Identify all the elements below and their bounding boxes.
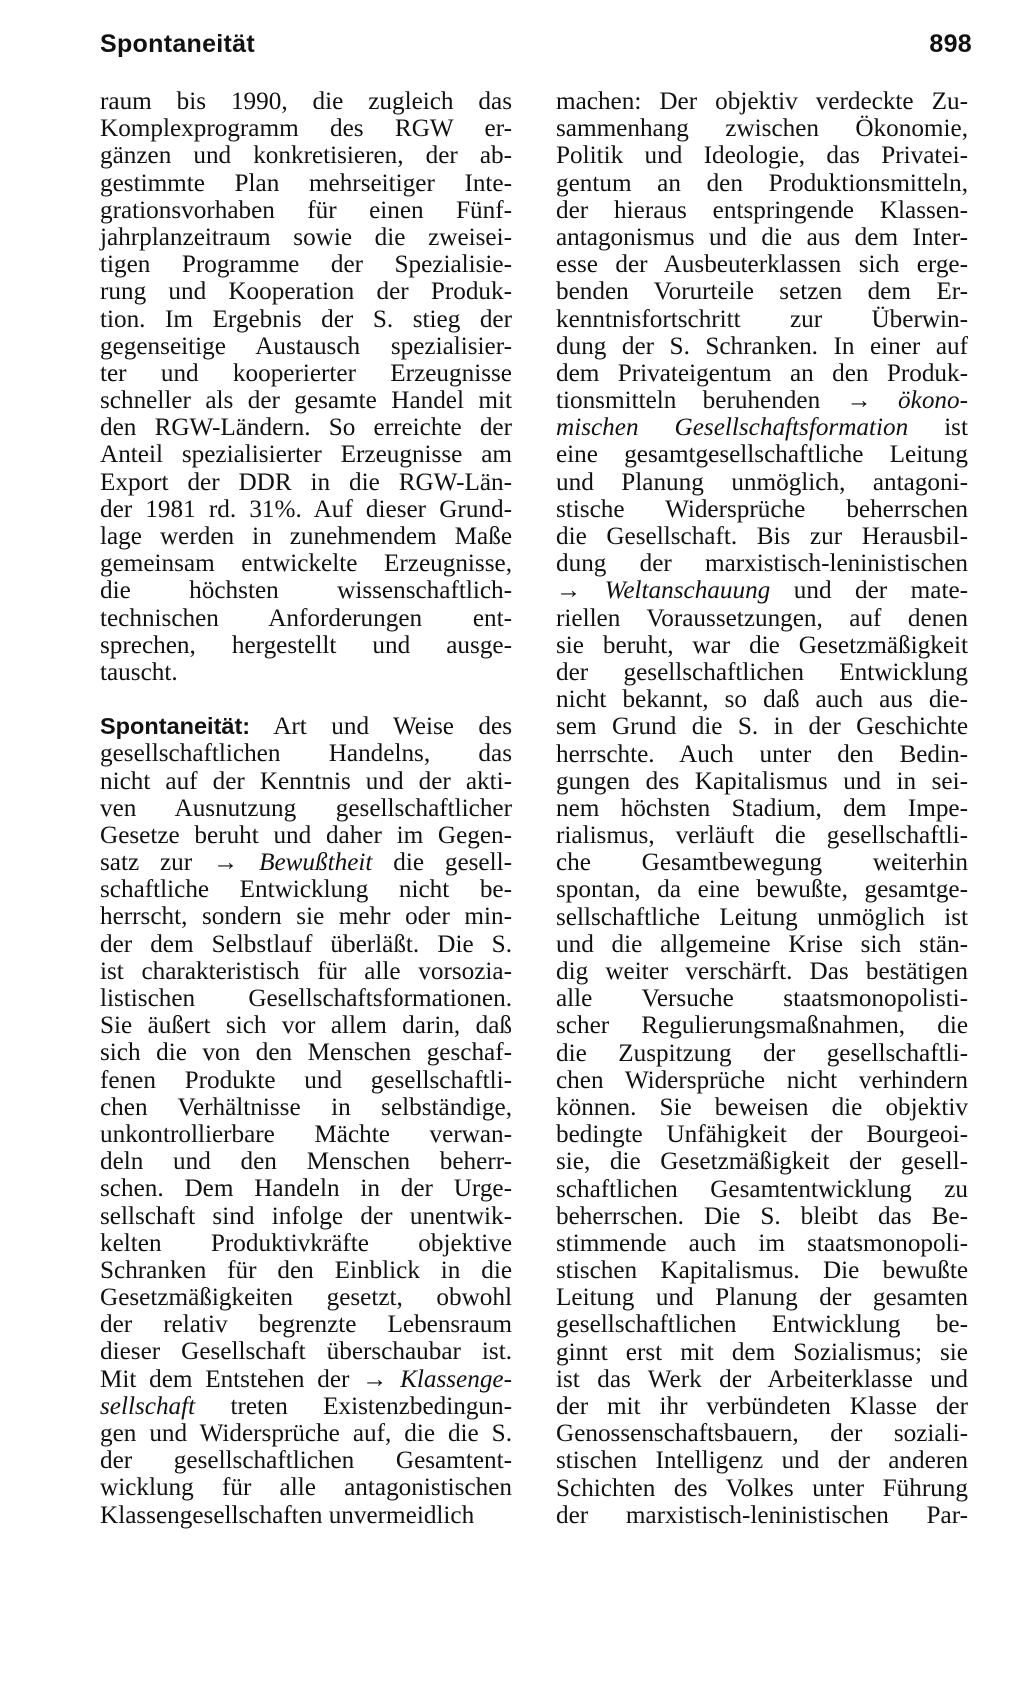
arrow-icon: → [362,1365,388,1393]
entry-separator [100,686,512,713]
text-line: tigen Programme der Spezialisie- [100,251,512,279]
text-line: che Gesamtbewegung weiterhin [556,849,968,877]
text-line: wicklung für alle antagonistischen [100,1474,512,1502]
text-line: dig weiter verschärft. Das bestätigen [556,958,968,985]
text-line: unkontrollierbare Mächte verwan- [100,1120,512,1148]
text-line: der gesellschaftlichen Gesamtent- [100,1447,512,1475]
text-line: Klassengesellschaften unvermeidlich [100,1501,475,1529]
text-line: stischen Intelligenz und der anderen [556,1447,968,1475]
text-line: tionsmitteln beruhenden → ökono- [556,387,968,415]
text-line: Gesetze beruht und daher im Gegen- [100,821,512,849]
text-line: nicht auf der Kenntnis und der akti- [100,767,512,795]
text-line: gungen des Kapitalismus und in sei- [556,767,968,795]
text-line: nem höchsten Stadium, dem Impe- [556,794,968,822]
cross-reference-weltanschauung[interactable]: Weltanschauung [604,577,771,605]
entry-headword: Spontaneität: [100,713,251,740]
text-line: ist das Werk der Arbeiterklasse und [556,1365,968,1393]
text-line: sem Grund die S. in der Geschichte [556,713,968,741]
cross-reference-bewusstheit[interactable]: Bewußtheit [259,849,373,877]
text-line: Anteil spezialisierter Erzeugnisse am [100,441,512,469]
text-line: Gesetzmäßigkeiten gesetzt, obwohl [100,1284,512,1312]
text-line: → Weltanschauung und der mate- [556,577,969,605]
text-line: deln und den Menschen beherr- [100,1148,512,1176]
text-line: rung und Kooperation der Produk- [100,278,512,306]
text-line: chen Widersprüche nicht verhindern [556,1066,968,1094]
text-line: technischen Anforderungen ent- [100,604,512,632]
right-column [556,88,968,1529]
cross-reference-klassengesellschaft[interactable]: Klassenge- [400,1365,512,1393]
text-line: herrscht, sondern sie mehr oder min- [100,903,512,931]
text-line: nicht bekannt, so daß auch aus die- [556,686,968,714]
text-line: der marxistisch-leninistischen Par- [556,1501,968,1529]
text-line: bedingte Unfähigkeit der Bourgeoi- [556,1121,968,1149]
text-line: Mit dem Entstehen der → Klassenge- [100,1365,512,1393]
text-line: gestimmte Plan mehrseitiger Inte- [100,169,512,197]
text-line: der mit ihr verbündeten Klasse der [556,1393,968,1420]
page-number: 898 [929,30,972,58]
text-line: der hieraus entspringende Klassen- [556,196,968,224]
text-line: schaftlichen Gesamtentwicklung zu [556,1175,968,1203]
entry-first-line: Spontaneität: Art und Weise des [100,713,512,741]
text-line: der 1981 rd. 31%. Auf dieser Grund- [100,495,512,523]
text-line: ginnt erst mit dem Sozialismus; sie [556,1338,968,1366]
cross-reference-klassengesellschaft-cont[interactable]: sellschaft [100,1392,196,1420]
arrow-icon: → [213,849,239,877]
text-line: tion. Im Ergebnis der S. stieg der [100,305,512,333]
text-line: mischen Gesellschaftsformation ist [556,414,968,442]
left-column [100,88,512,1529]
text-line: kenntnisfortschritt zur Überwin- [556,305,968,333]
text-line: Leitung und Planung der gesamten [556,1284,968,1312]
text-line: herrschte. Auch unter den Bedin- [556,740,968,768]
text-line: gen und Widersprüche auf, die die S. [100,1420,512,1447]
text-line: stische Widersprüche beherrschen [556,495,968,523]
text-line: gemeinsam entwickelte Erzeugnisse, [100,550,512,578]
text-line: Export der DDR in die RGW-Län- [100,468,512,496]
text-line: raum bis 1990, die zugleich das [100,88,512,115]
text-line: ist charakteristisch für alle vorsozia- [100,957,512,985]
text-line: antagonismus und die aus dem Inter- [556,223,968,251]
text-line: grationsvorhaben für einen Fünf- [100,196,512,224]
running-head [100,30,972,64]
text-line: schen. Dem Handeln in der Urge- [100,1175,512,1203]
arrow-icon: → [846,387,872,415]
text-line: Sie äußert sich vor allem darin, daß [100,1012,512,1040]
text-line: riellen Voraussetzungen, auf denen [556,604,968,632]
text-line: Schichten des Volkes unter Führung [556,1474,968,1502]
text-line: scher Regulierungsmaßnahmen, die [556,1012,968,1040]
text-line: sellschaftliche Leitung unmöglich ist [556,903,968,931]
text-line: ter und kooperierter Erzeugnisse [100,359,512,387]
text-line: sich die von den Menschen geschaf- [100,1039,512,1067]
text-line: den RGW-Ländern. So erreichte der [100,414,512,442]
text-line: der relativ begrenzte Lebensraum [100,1311,512,1339]
text-line: stischen Kapitalismus. Die bewußte [556,1257,968,1285]
text-line: benden Vorurteile setzen dem Er- [556,278,968,306]
text-line: dem Privateigentum an den Produk- [556,359,968,387]
text-line: sellschaft sind infolge der unentwik- [100,1202,512,1230]
text-line: ven Ausnutzung gesellschaftlicher [100,794,512,822]
text-line: Schranken für den Einblick in die [100,1256,512,1284]
text-line: schneller als der gesamte Handel mit [100,387,512,415]
text-line: sie beruht, war die Gesetzmäßigkeit [556,631,968,659]
text-line: schaftliche Entwicklung nicht be- [100,876,512,904]
text-line: die Zuspitzung der gesellschaftli- [556,1039,968,1067]
text-line: listischen Gesellschaftsformationen. [100,985,512,1012]
text-line: dung der S. Schranken. In einer auf [556,332,968,360]
text-line: tauscht. [100,658,178,686]
arrow-icon: → [556,577,582,605]
text-line: Genossenschaftsbauern, der soziali- [556,1420,968,1448]
text-line: sammenhang zwischen Ökonomie, [556,115,968,143]
text-line: rialismus, verläuft die gesellschaftli- [556,822,968,850]
text-line: sprechen, hergestellt und ausge- [100,631,512,659]
text-line: und die allgemeine Krise sich stän- [556,930,968,958]
text-line: spontan, da eine bewußte, gesamtge- [556,876,968,904]
text-line: sellschaft treten Existenzbedingun- [100,1392,512,1420]
text-line: chen Verhältnisse in selbständige, [100,1093,512,1121]
cross-reference-oekonomische-gesellschaftsformation[interactable]: ökono- [898,387,968,415]
text-line: esse der Ausbeuterklassen sich erge- [556,251,968,279]
text-line: sie, die Gesetzmäßigkeit der gesell- [556,1148,968,1176]
text-line: gänzen und konkretisieren, der ab- [100,142,512,170]
text-line: die höchsten wissenschaftlich- [100,577,512,605]
text-line: stimmende auch im staatsmonopoli- [556,1229,968,1257]
text-line: und Planung unmöglich, antagoni- [556,468,968,496]
text-line: jahrplanzeitraum sowie die zweisei- [100,223,512,251]
text-line: Politik und Ideologie, das Privatei- [556,142,968,170]
text-line: gegenseitige Austausch spezialisier- [100,332,512,360]
text-line: der dem Selbstlauf überläßt. Die S. [100,930,512,958]
text-line: fenen Produkte und gesellschaftli- [100,1066,512,1094]
text-line: kelten Produktivkräfte objektive [100,1229,512,1257]
text-line: alle Versuche staatsmonopolisti- [556,985,968,1013]
text-line: dieser Gesellschaft überschaubar ist. [100,1338,512,1366]
text-line: beherrschen. Die S. bleibt das Be- [556,1202,968,1230]
text-line: Komplexprogramm des RGW er- [100,115,512,143]
text-line: gesellschaftlichen Entwicklung be- [556,1311,968,1339]
text-line: die Gesellschaft. Bis zur Herausbil- [556,523,968,550]
text-line: satz zur → Bewußtheit die gesell- [100,849,512,877]
text-line: eine gesamtgesellschaftliche Leitung [556,441,968,469]
text-line: der gesellschaftlichen Entwicklung [556,658,968,686]
page-title: Spontaneität [100,30,255,58]
text-line: können. Sie beweisen die objektiv [556,1093,968,1121]
text-line: gesellschaftlichen Handelns, das [100,740,512,768]
text-line: dung der marxistisch-leninistischen [556,550,968,578]
text-line: machen: Der objektiv verdeckte Zu- [556,88,968,115]
text-line: gentum an den Produktionsmitteln, [556,169,968,197]
text-line: lage werden in zunehmendem Maße [100,523,512,550]
cross-reference-oekonomische-gesellschaftsformation-cont[interactable]: mischen Gesellschaftsformation [556,414,909,442]
